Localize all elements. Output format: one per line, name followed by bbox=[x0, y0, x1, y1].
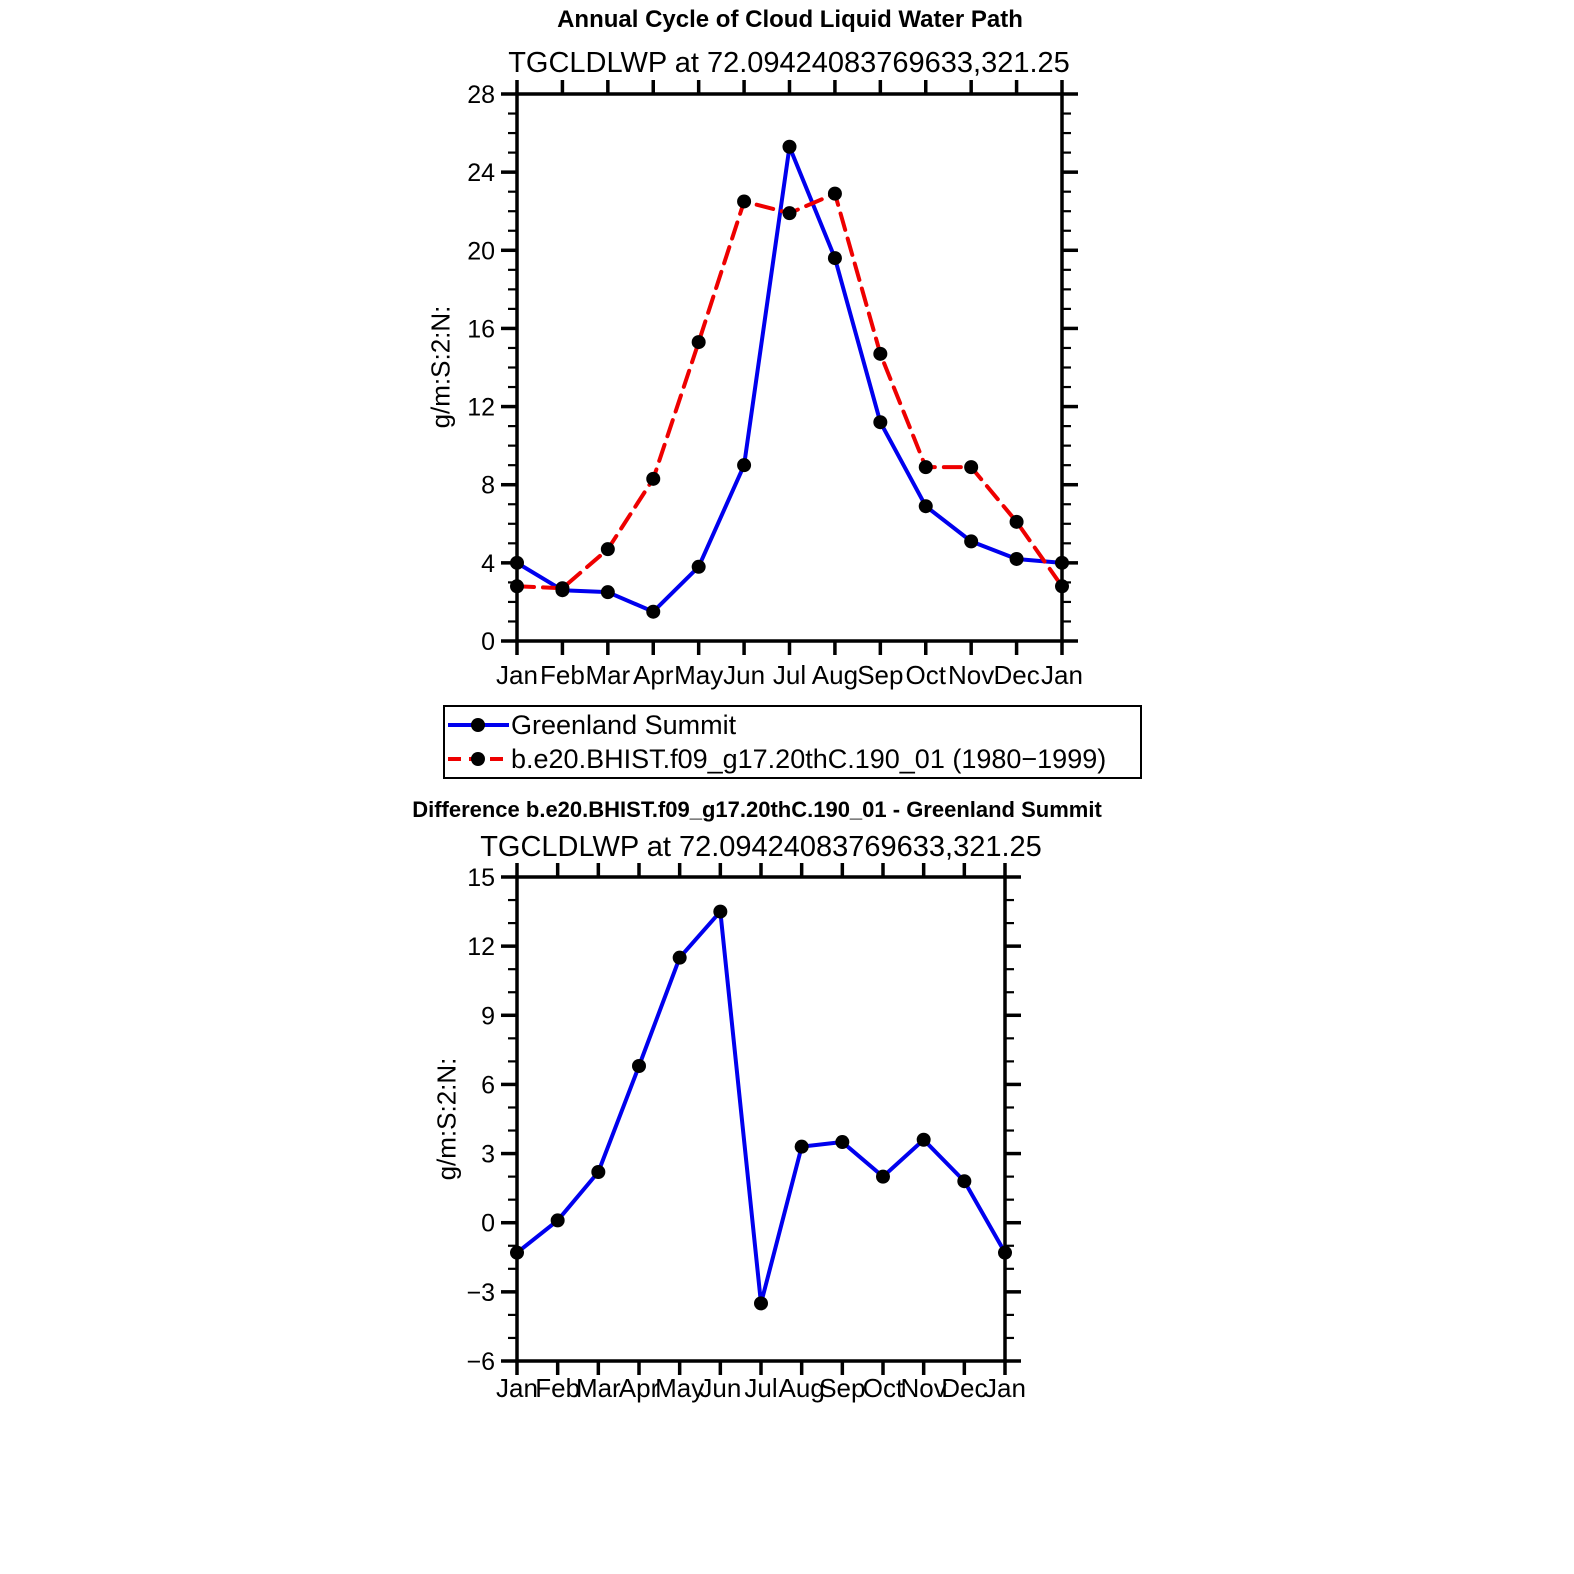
x-tick-label: Aug bbox=[811, 660, 859, 690]
x-tick-label: Oct bbox=[905, 660, 946, 690]
x-tick-label: Mar bbox=[585, 660, 631, 690]
x-tick-label: Jun bbox=[699, 1373, 742, 1403]
x-axis bbox=[496, 80, 1083, 690]
legend-row bbox=[447, 742, 1140, 776]
y-tick-label: 28 bbox=[467, 81, 495, 109]
y-tick-label: −3 bbox=[466, 1278, 495, 1307]
y-tick-label: 4 bbox=[481, 549, 495, 578]
y-axis bbox=[467, 81, 1078, 656]
x-tick-label: Feb bbox=[540, 660, 585, 690]
x-tick-label: Feb bbox=[535, 1373, 581, 1403]
series-line-0 bbox=[517, 912, 1005, 1304]
y-tick-label: 24 bbox=[467, 159, 495, 188]
y-tick-label: 8 bbox=[481, 471, 495, 500]
x-tick-label: Nov bbox=[900, 1373, 947, 1403]
difference-chart-y-axis-label: g/m:S:2:N: bbox=[431, 1057, 462, 1181]
y-tick-label: 9 bbox=[481, 1002, 495, 1031]
top-chart-title: Annual Cycle of Cloud Liquid Water Path bbox=[557, 6, 1023, 33]
legend-row bbox=[447, 708, 1140, 742]
y-tick-label: 0 bbox=[481, 1209, 495, 1238]
x-tick-label: Sep bbox=[857, 660, 904, 690]
legend-line-sample bbox=[447, 714, 511, 736]
x-tick-label: Apr bbox=[618, 1373, 660, 1403]
x-tick-label: May bbox=[674, 660, 724, 690]
difference-chart-title: Difference b.e20.BHIST.f09_g17.20thC.190_01 - Greenland Summit bbox=[412, 797, 1102, 822]
x-tick-label: Jan bbox=[496, 1373, 538, 1403]
x-tick-label: Nov bbox=[948, 660, 995, 690]
x-tick-label: Oct bbox=[862, 1373, 904, 1403]
top-chart-y-axis-label: g/m:S:2:N: bbox=[425, 305, 456, 429]
series-markers-1 bbox=[510, 187, 1069, 596]
x-tick-label: Dec bbox=[993, 660, 1040, 690]
x-tick-label: Jan bbox=[496, 660, 538, 690]
annual-cycle-chart bbox=[467, 80, 1083, 690]
y-tick-label: 12 bbox=[467, 393, 495, 422]
legend-line-sample bbox=[447, 748, 511, 770]
y-tick-label: −6 bbox=[466, 1348, 495, 1376]
x-tick-label: Apr bbox=[633, 660, 674, 690]
legend-entry-label: Greenland Summit bbox=[511, 709, 737, 740]
y-minor-ticks bbox=[508, 900, 1014, 1338]
x-tick-label: Aug bbox=[778, 1373, 825, 1403]
y-tick-label: 15 bbox=[467, 864, 495, 892]
y-tick-label: 20 bbox=[467, 237, 495, 266]
y-tick-label: 16 bbox=[467, 315, 495, 344]
difference-chart bbox=[466, 863, 1025, 1403]
top-chart-subtitle: TGCLDLWP at 72.09424083769633,321.25 bbox=[508, 47, 1070, 79]
x-tick-label: Jan bbox=[984, 1373, 1026, 1403]
series-markers-0 bbox=[510, 905, 1012, 1311]
x-tick-label: Jul bbox=[744, 1373, 778, 1403]
difference-chart-subtitle: TGCLDLWP at 72.09424083769633,321.25 bbox=[480, 831, 1042, 863]
x-tick-label: Jul bbox=[772, 660, 807, 690]
x-tick-label: Dec bbox=[941, 1373, 988, 1403]
y-tick-label: 12 bbox=[467, 933, 495, 962]
y-tick-label: 0 bbox=[481, 628, 495, 656]
x-tick-label: Mar bbox=[575, 1373, 621, 1403]
y-tick-label: 6 bbox=[481, 1071, 495, 1100]
x-tick-label: May bbox=[655, 1373, 705, 1403]
legend-entry-label: b.e20.BHIST.f09_g17.20thC.190_01 (1980−1999) bbox=[511, 743, 1107, 774]
x-axis bbox=[496, 863, 1026, 1403]
x-tick-label: Sep bbox=[819, 1373, 866, 1403]
x-tick-label: Jan bbox=[1041, 660, 1083, 690]
series-line-1 bbox=[517, 194, 1062, 589]
legend-box bbox=[443, 705, 1142, 779]
y-tick-label: 3 bbox=[481, 1140, 495, 1169]
x-tick-label: Jun bbox=[723, 660, 766, 690]
